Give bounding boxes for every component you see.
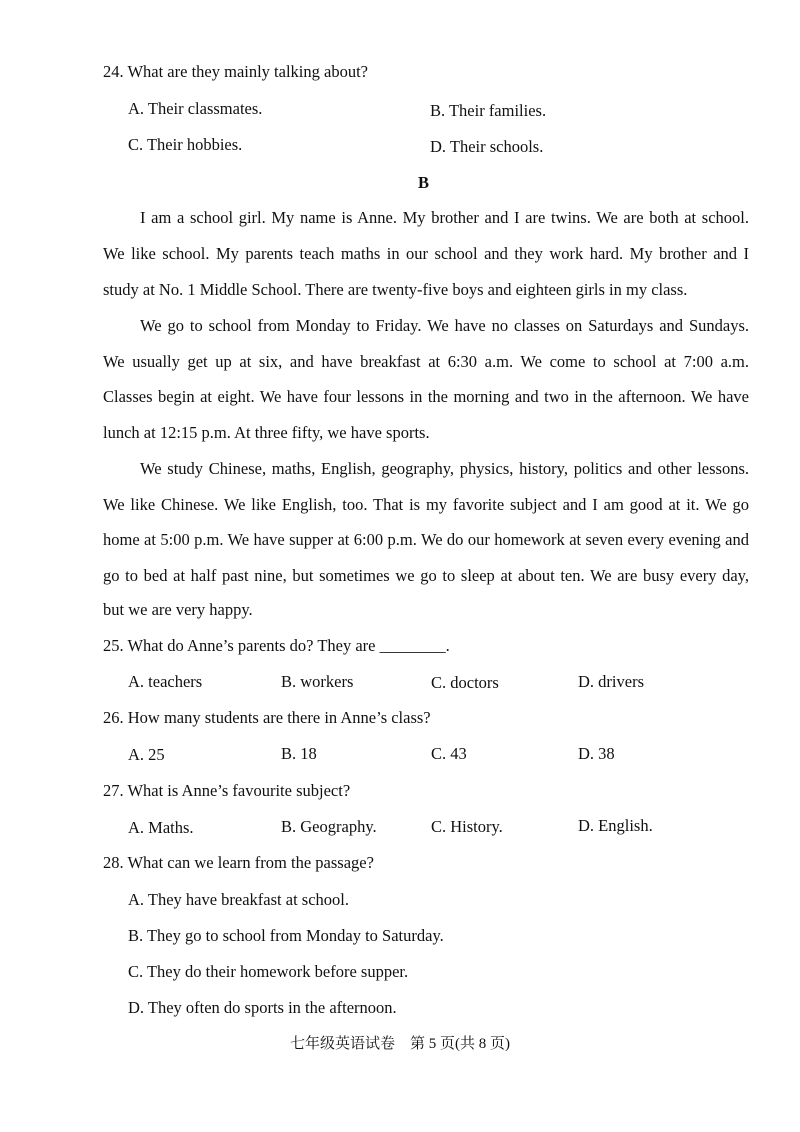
q27-option-d: D. English. [578, 816, 653, 835]
section-title: B [418, 173, 430, 192]
passage-p2-line: Classes begin at eight. We have four lessons in the morning and two in the afternoon. We have [103, 387, 749, 406]
q27-option-b: B. Geography. [281, 817, 377, 836]
q28-option-a: A. They have breakfast at school. [128, 890, 349, 909]
page-footer: 七年级英语试卷 第 5 页(共 8 页) [290, 1036, 510, 1052]
q25-option-b: B. workers [281, 672, 354, 691]
passage-p3-line: We study Chinese, maths, English, geography, physics, history, politics and other lessons. [140, 459, 749, 478]
q26-option-a: A. 25 [128, 745, 165, 764]
question-24: 24. What are they mainly talking about? [103, 62, 368, 81]
q26-option-d: D. 38 [578, 744, 615, 763]
q25-option-a: A. teachers [128, 672, 203, 691]
passage-p3-line: home at 5:00 p.m. We have supper at 6:00 p.m. We do our homework at seven every evening and [103, 530, 749, 549]
passage-p3-line: We like Chinese. We like English, too. That is my favorite subject and I am good at it. We go [103, 495, 749, 514]
passage-p2-line: We go to school from Monday to Friday. We have no classes on Saturdays and Sundays. [140, 316, 749, 335]
passage-p2-line: We usually get up at six, and have breakfast at 6:30 a.m. We come to school at 7:00 a.m. [103, 352, 749, 371]
passage-p3-line: go to bed at half past nine, but sometimes we go to sleep at about ten. We are busy every day, [103, 566, 749, 585]
q26-option-b: B. 18 [281, 744, 317, 763]
q28-option-b: B. They go to school from Monday to Saturday. [128, 926, 444, 945]
question-25: 25. What do Anne’s parents do? They are ________. [103, 636, 450, 655]
passage-p1-line: study at No. 1 Middle School. There are twenty-five boys and eighteen girls in my class. [103, 280, 688, 299]
passage-p2-line: lunch at 12:15 p.m. At three fifty, we have sports. [103, 423, 430, 442]
question-26: 26. How many students are there in Anne’s class? [103, 708, 431, 727]
q24-option-b: B. Their families. [430, 101, 547, 120]
q24-option-a: A. Their classmates. [128, 99, 263, 118]
q27-option-a: A. Maths. [128, 818, 194, 837]
passage-p1-line: We like school. My parents teach maths in our school and they work hard. My brother and I [103, 244, 749, 263]
q27-option-c: C. History. [431, 817, 503, 836]
q24-option-c: C. Their hobbies. [128, 135, 243, 154]
q28-option-d: D. They often do sports in the afternoon. [128, 998, 397, 1017]
q25-option-d: D. drivers [578, 672, 644, 691]
passage-p3-line: but we are very happy. [103, 600, 253, 619]
q25-option-c: C. doctors [431, 673, 499, 692]
question-28: 28. What can we learn from the passage? [103, 853, 374, 872]
passage-p1-line: I am a school girl. My name is Anne. My brother and I are twins. We are both at school. [140, 208, 749, 227]
q28-option-c: C. They do their homework before supper. [128, 962, 409, 981]
q26-option-c: C. 43 [431, 744, 467, 763]
question-27: 27. What is Anne’s favourite subject? [103, 781, 351, 800]
q24-option-d: D. Their schools. [430, 137, 544, 156]
